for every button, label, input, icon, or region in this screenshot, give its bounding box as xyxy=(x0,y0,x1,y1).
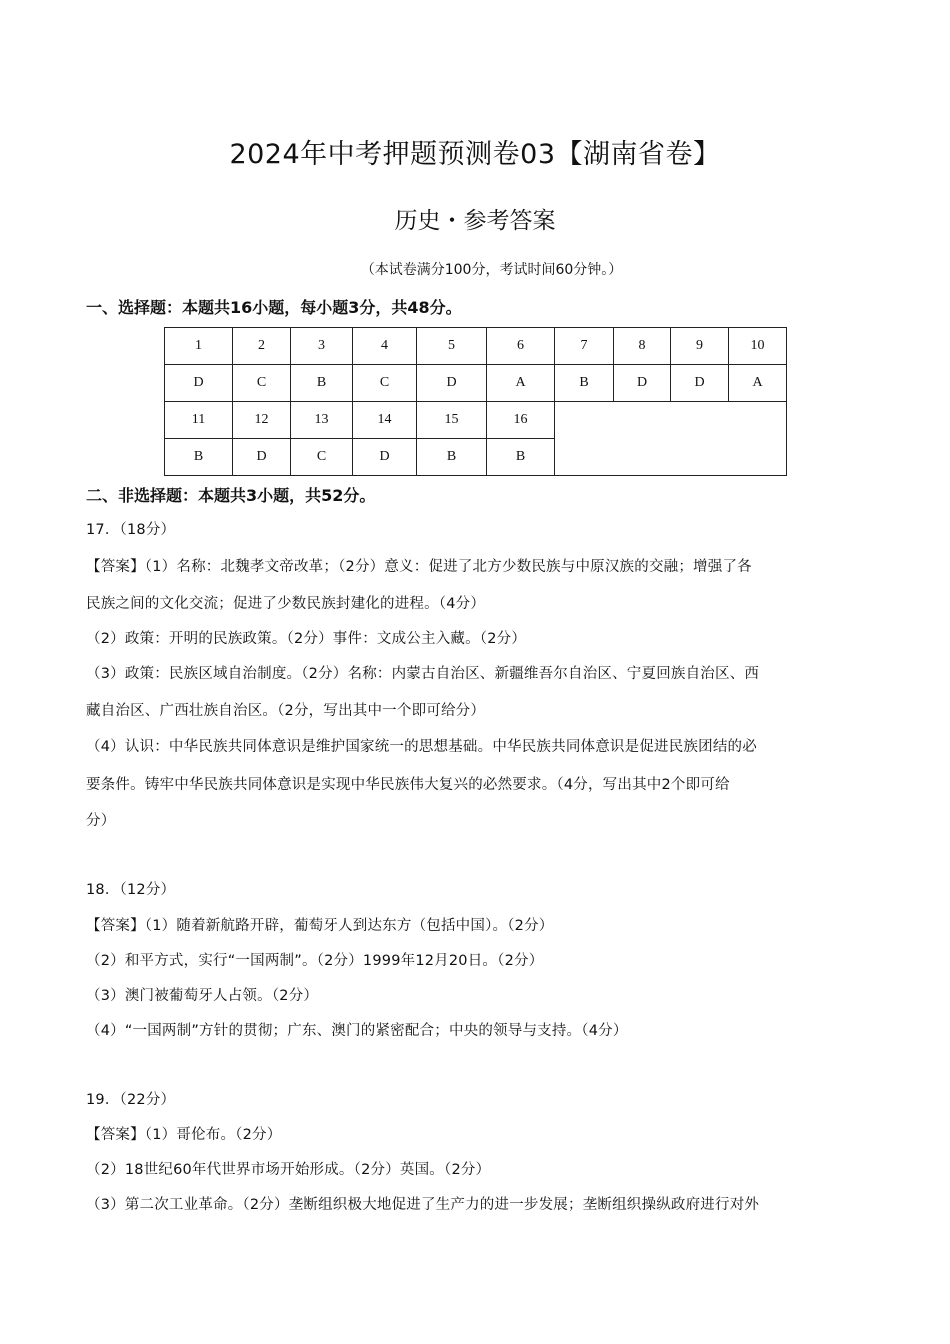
question-number-cell: 9 xyxy=(671,328,729,365)
answer-cell: D xyxy=(353,439,417,476)
question-number-cell: 4 xyxy=(353,328,417,365)
page-subtitle: 历史・参考答案 xyxy=(394,208,556,234)
q18-line: （2）和平方式，实行“一国两制”。（2分）1999年12月20日。（2分） xyxy=(86,953,544,969)
section-2-heading: 二、非选择题：本题共3小题，共52分。 xyxy=(86,486,376,505)
answer-cell: B xyxy=(555,365,614,402)
q18-line: （4）“一国两制”方针的贯彻；广东、澳门的紧密配合；中央的领导与支持。（4分） xyxy=(86,1023,628,1039)
question-number-cell: 1 xyxy=(165,328,233,365)
question-number-cell: 7 xyxy=(555,328,614,365)
answer-cell: D xyxy=(165,365,233,402)
answer-cell: D xyxy=(233,439,291,476)
answer-cell: D xyxy=(614,365,671,402)
q17-line: 要条件。铸牢中华民族共同体意识是实现中华民族伟大复兴的必然要求。（4分，写出其中2个即可给 xyxy=(86,777,730,793)
q17-line: （4）认识：中华民族共同体意识是维护国家统一的思想基础。中华民族共同体意识是促进民族团结的必 xyxy=(86,739,757,755)
q17-line: 民族之间的文化交流；促进了少数民族封建化的进程。（4分） xyxy=(86,596,486,612)
answer-cell: B xyxy=(291,365,353,402)
q19-line: （3）第二次工业革命。（2分）垄断组织极大地促进了生产力的进一步发展；垄断组织操纵政府进行对外 xyxy=(86,1197,760,1213)
answer-cell: B xyxy=(165,439,233,476)
q17-line: （3）政策：民族区域自治制度。（2分）名称：内蒙古自治区、新疆维吾尔自治区、宁夏回族自治区、西 xyxy=(86,666,760,682)
question-number-cell: 3 xyxy=(291,328,353,365)
question-number-cell: 16 xyxy=(487,402,555,439)
q19-line: 【答案】（1）哥伦布。（2分） xyxy=(86,1127,282,1143)
answer-cell: C xyxy=(233,365,291,402)
question-number-cell: 5 xyxy=(417,328,487,365)
answer-table xyxy=(164,327,787,476)
question-number-cell: 6 xyxy=(487,328,555,365)
answer-cell: C xyxy=(353,365,417,402)
question-number-cell: 15 xyxy=(417,402,487,439)
q17-line: 分） xyxy=(86,813,116,829)
section-1-heading: 一、选择题：本题共16小题，每小题3分，共48分。 xyxy=(86,298,462,317)
question-number-row xyxy=(165,328,787,365)
question-number-cell: 8 xyxy=(614,328,671,365)
answer-cell: D xyxy=(417,365,487,402)
answer-cell: A xyxy=(487,365,555,402)
answer-cell: B xyxy=(487,439,555,476)
question-number-cell: 11 xyxy=(165,402,233,439)
question-number-cell: 2 xyxy=(233,328,291,365)
q19-header: 19．（22分） xyxy=(86,1092,176,1108)
answer-cell: D xyxy=(671,365,729,402)
answer-cell: A xyxy=(729,365,787,402)
question-number-row xyxy=(165,402,787,439)
question-number-cell: 13 xyxy=(291,402,353,439)
q17-line: 藏自治区、广西壮族自治区。（2分，写出其中一个即可给分） xyxy=(86,703,486,719)
answer-cell: B xyxy=(417,439,487,476)
q17-line: （2）政策：开明的民族政策。（2分）事件：文成公主入藏。（2分） xyxy=(86,631,527,647)
answer-row xyxy=(165,365,787,402)
q18-line: 【答案】（1）随着新航路开辟，葡萄牙人到达东方（包括中国）。（2分） xyxy=(86,918,554,934)
answer-cell: C xyxy=(291,439,353,476)
question-number-cell: 14 xyxy=(353,402,417,439)
empty-cell xyxy=(555,402,787,476)
q17-header: 17．（18分） xyxy=(86,522,176,538)
page-title: 2024年中考押题预测卷03【湖南省卷】 xyxy=(229,139,721,170)
q19-line: （2）18世纪60年代世界市场开始形成。（2分）英国。（2分） xyxy=(86,1162,491,1178)
q18-header: 18．（12分） xyxy=(86,882,176,898)
question-number-cell: 12 xyxy=(233,402,291,439)
exam-note: （本试卷满分100分，考试时间60分钟。） xyxy=(360,262,623,278)
q18-line: （3）澳门被葡萄牙人占领。（2分） xyxy=(86,988,319,1004)
question-number-cell: 10 xyxy=(729,328,787,365)
q17-line: 【答案】（1）名称：北魏孝文帝改革；（2分）意义：促进了北方少数民族与中原汉族的交融；增强了各 xyxy=(86,559,752,575)
